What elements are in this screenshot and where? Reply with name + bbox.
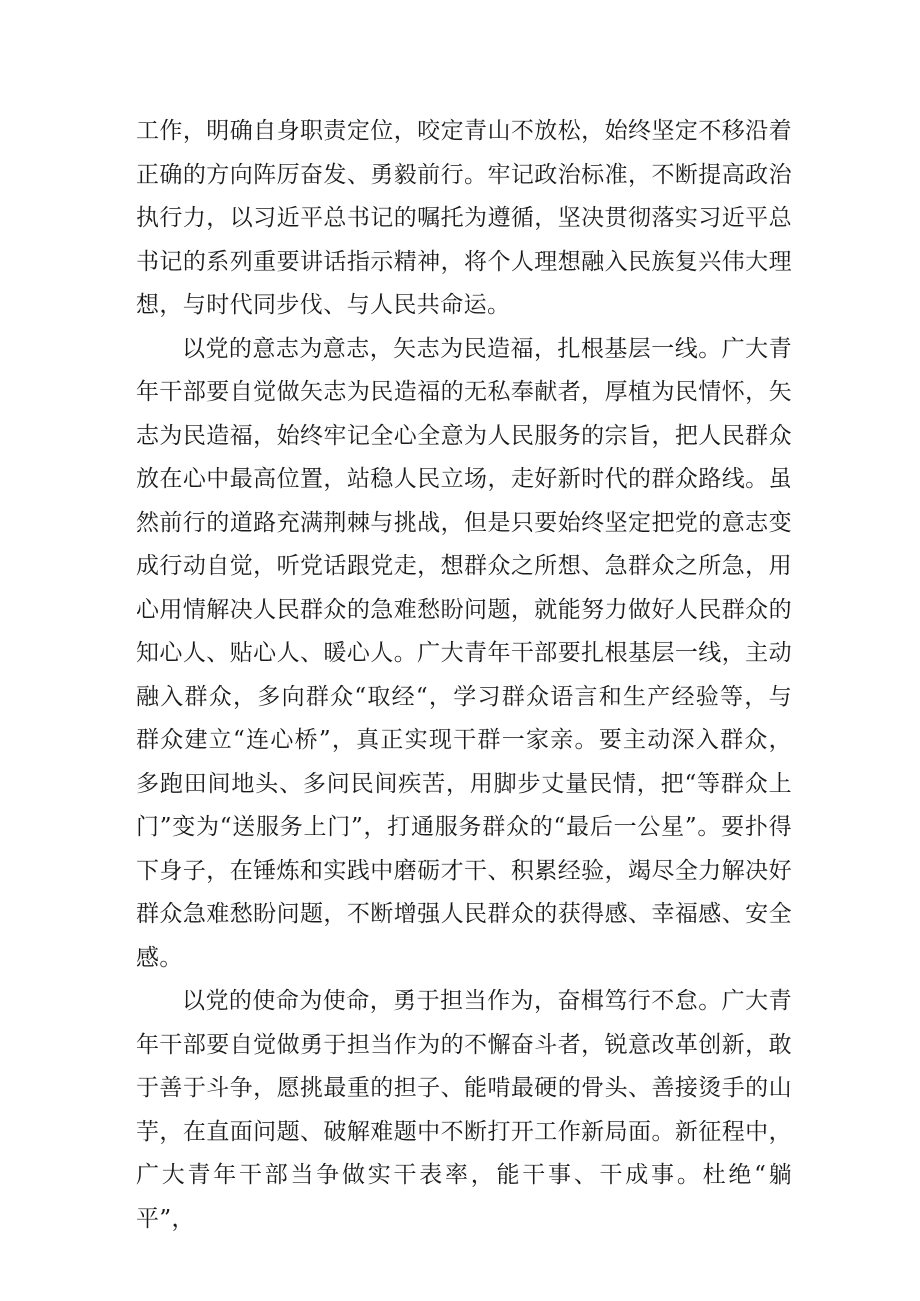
document-body (136, 110, 792, 1241)
paragraph-party-will: 以党的意志为意志，矢志为民造福，扎根基层一线。广大青年干部要自觉做矢志为民造福的无私奉献者，厚植为民情怀，矢志为民造福，始终牢记全心全意为人民服务的宗旨，把人民群众放在心中最高位置，站稳人民立场，走好新时代的群众路线。虽然前行的道路充满荆棘与挑战，但是只要始终坚定把党的意志变成行动自觉，听党话跟党走，想群众之所想、急群众之所急，用心用情解决人民群众的急难愁盼问题，就能努力做好人民群众的知心人、贴心人、暖心人。广大青年干部要扎根基层一线，主动融入群众，多向群众“取经“，学习群众语言和生产经验等，与群众建立“连心桥”，真正实现干群一家亲。要主动深入群众，多跑田间地头、多问民间疾苦，用脚步丈量民情，把“等群众上门”变为“送服务上门”，打通服务群众的“最后一公星”。要扑得下身子，在锤炼和实践中磨砺才干、积累经验，竭尽全力解决好群众急难愁盼问题，不断增强人民群众的获得感、幸福感、安全感。 (136, 335, 792, 971)
paragraph-continuation: 工作，明确自身职责定位，咬定青山不放松，始终坚定不移沿着正确的方向阵厉奋发、勇毅前行。牢记政治标准，不断提高政治执行力，以习近平总书记的嘱托为遵循，坚决贯彻落实习近平总书记的系列重要讲话指示精神，将个人理想融入民族复兴伟大理想，与时代同步伐、与人民共命运。 (136, 118, 792, 318)
paragraph-party-mission: 以党的使命为使命，勇于担当作为，奋楫笃行不怠。广大青年干部要自觉做勇于担当作为的不懈奋斗者，锐意改革创新，敢于善于斗争，愿挑最重的担子、能啃最硬的骨头、善接烫手的山芋，在直面问题、破解难题中不断打开工作新局面。新征程中，广大青年干部当争做实干表率，能干事、干成事。杜绝“躺平”， (136, 988, 792, 1232)
